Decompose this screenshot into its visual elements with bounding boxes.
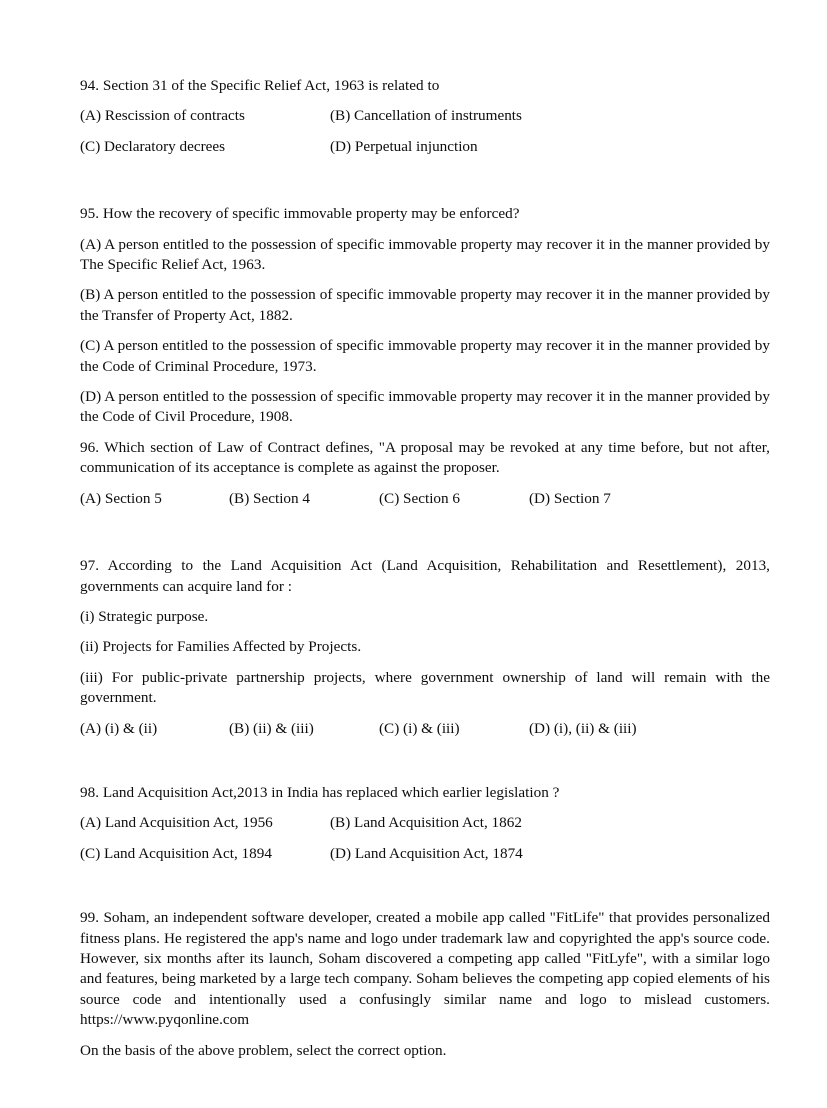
question-stem-96: 96. Which section of Law of Contract defines, "A proposal may be revoked at any time before, but not after, communication of its acceptance is complete as against the proposer. [80,438,770,477]
option-95-c[interactable]: (C) A person entitled to the possession of specific immovable property may recover it in the manner provided by the Code of Criminal Procedure, 1973. [80,337,770,375]
question-block-99 [80,908,770,1061]
option-95-d[interactable]: (D) A person entitled to the possession of specific immovable property may recover it in the manner provided by the Code of Civil Procedure, 1908. [80,388,770,426]
options-row-96 [80,489,770,509]
question-block-96 [80,438,770,509]
option-94-a[interactable]: (A) Rescission of contracts [80,107,245,125]
options-row-97 [80,719,770,739]
question-stem-94: 94. Section 31 of the Specific Relief Act, 1963 is related to [80,77,440,94]
options-row-98-cd [80,844,770,864]
option-96-c[interactable]: (C) Section 6 [379,489,460,507]
question-stem-97: 97. According to the Land Acquisition Act (Land Acquisition, Rehabilitation and Resettlement), 2013, governments can acquire land for : [80,557,770,595]
option-97-a[interactable]: (A) (i) & (ii) [80,719,158,737]
option-95-a[interactable]: (A) A person entitled to the possession of specific immovable property may recover it in the manner provided by The Specific Relief Act, 1963. [80,235,770,274]
option-94-c[interactable]: (C) Declaratory decrees [80,137,226,155]
option-98-d[interactable]: (D) Land Acquisition Act, 1874 [330,844,523,862]
statement-97-ii: (ii) Projects for Families Affected by Projects. [80,638,362,656]
question-instruction-99: On the basis of the above problem, select the correct option. [80,1041,447,1059]
option-97-d[interactable]: (D) (i), (ii) & (iii) [529,719,637,737]
question-stem-95: 95. How the recovery of specific immovable property may be enforced? [80,205,520,223]
question-stem-98: 98. Land Acquisition Act,2013 in India has replaced which earlier legislation ? [80,783,560,801]
question-block-95 [80,204,770,428]
option-96-a[interactable]: (A) Section 5 [80,489,162,507]
option-98-a[interactable]: (A) Land Acquisition Act, 1956 [80,814,273,832]
option-94-b[interactable]: (B) Cancellation of instruments [330,107,522,125]
statement-97-i: (i) Strategic purpose. [80,607,209,625]
option-96-d[interactable]: (D) Section 7 [529,489,611,507]
option-96-b[interactable]: (B) Section 4 [229,489,310,507]
option-98-c[interactable]: (C) Land Acquisition Act, 1894 [80,844,272,862]
question-block-97 [80,556,770,739]
statement-97-iii: (iii) For public-private partnership projects, where government ownership of land will remain with the government. [80,668,770,707]
options-row-94-ab [80,106,770,126]
question-block-98 [80,783,770,864]
question-block-94 [80,76,770,157]
options-row-98-ab [80,813,770,833]
option-95-b[interactable]: (B) A person entitled to the possession of specific immovable property may recover it in the manner provided by the Transfer of Property Act, 1882. [80,286,770,324]
options-row-94-cd [80,137,770,157]
question-stem-99: 99. Soham, an independent software developer, created a mobile app called "FitLife" that provides personalized fitness plans. He registered the app's name and logo under trademark law and copyrighted the app's source code. However, six months after its launch, Soham discovered a competing app called "FitLyfe", with a similar logo and features, being marketed by a large tech company. Soham believes the competing app copied elements of his source code and intentionally used a confusingly similar name and logo to mislead customers. https://www.pyqonline.com [80,909,770,1029]
option-98-b[interactable]: (B) Land Acquisition Act, 1862 [330,814,522,832]
option-97-b[interactable]: (B) (ii) & (iii) [229,719,314,737]
option-94-d[interactable]: (D) Perpetual injunction [330,137,478,155]
option-97-c[interactable]: (C) (i) & (iii) [379,719,460,737]
